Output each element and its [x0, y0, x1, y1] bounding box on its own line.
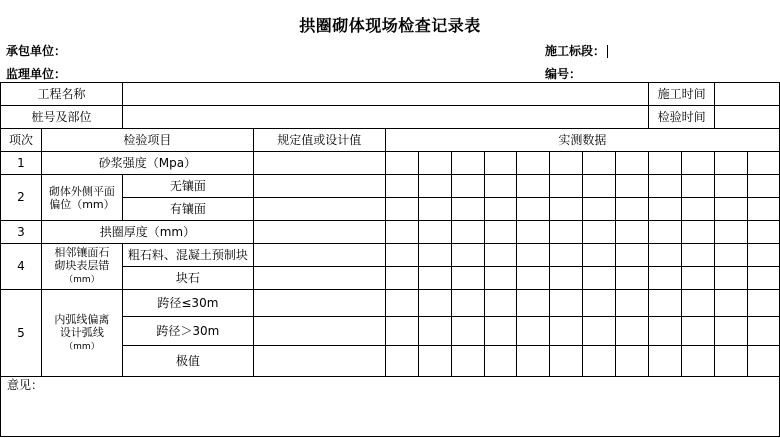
data-cell[interactable] [484, 290, 517, 317]
data-cell[interactable] [616, 346, 649, 377]
page-title: 拱圈砌体现场检查记录表 [299, 16, 481, 35]
sub-item: 极值 [122, 346, 253, 377]
data-cell[interactable] [682, 290, 715, 317]
data-cell[interactable] [715, 152, 748, 175]
table-row [1, 221, 780, 244]
data-cell[interactable] [682, 221, 715, 244]
row-no: 4 [1, 244, 42, 290]
data-cell[interactable] [517, 198, 550, 221]
data-cell[interactable] [418, 267, 451, 290]
data-cell[interactable] [418, 290, 451, 317]
data-cell[interactable] [385, 221, 418, 244]
spec-value-cell[interactable] [253, 317, 385, 346]
data-cell[interactable] [682, 152, 715, 175]
data-cell[interactable] [550, 267, 583, 290]
data-cell[interactable] [451, 317, 484, 346]
section-label: 施工标段： [545, 44, 606, 58]
data-cell[interactable] [484, 317, 517, 346]
item-line: （mm） [64, 341, 100, 352]
data-cell[interactable] [385, 290, 418, 317]
item-line: 设计弧线 [59, 325, 104, 339]
section-field[interactable] [545, 42, 608, 59]
item-line: 偏位（mm） [49, 197, 115, 211]
inspection-item-header: 检验项目 [41, 129, 253, 152]
data-cell[interactable] [451, 152, 484, 175]
data-cell[interactable] [616, 221, 649, 244]
data-cell[interactable] [715, 221, 748, 244]
data-cell[interactable] [649, 290, 682, 317]
inspection-time-cell[interactable] [715, 106, 780, 129]
row-no: 5 [1, 290, 42, 377]
data-cell[interactable] [649, 221, 682, 244]
data-cell[interactable] [583, 290, 616, 317]
spec-value-cell[interactable] [253, 267, 385, 290]
data-cell[interactable] [517, 221, 550, 244]
inspection-item: 拱圈厚度（mm） [41, 221, 253, 244]
data-cell[interactable] [484, 175, 517, 198]
data-cell[interactable] [715, 346, 748, 377]
item-line: 内弧线偏离 [54, 312, 110, 326]
data-cell[interactable] [517, 317, 550, 346]
spec-value-cell[interactable] [253, 244, 385, 267]
data-cell[interactable] [616, 290, 649, 317]
table-row [1, 152, 780, 175]
data-cell[interactable] [649, 175, 682, 198]
data-cell[interactable] [484, 221, 517, 244]
station-label: 桩号及部位 [1, 106, 123, 129]
data-cell[interactable] [550, 290, 583, 317]
data-cell[interactable] [385, 317, 418, 346]
data-cell[interactable] [649, 346, 682, 377]
number-label: 编号： [545, 67, 582, 81]
data-cell[interactable] [583, 198, 616, 221]
data-cell[interactable] [484, 267, 517, 290]
data-cell[interactable] [649, 317, 682, 346]
data-cell[interactable] [517, 346, 550, 377]
data-cell[interactable] [451, 346, 484, 377]
project-name-label: 工程名称 [1, 83, 123, 106]
table-row [1, 290, 780, 317]
spec-value-cell[interactable] [253, 152, 385, 175]
data-cell[interactable] [682, 267, 715, 290]
info-row-1 [1, 83, 780, 106]
spec-value-cell[interactable] [253, 346, 385, 377]
data-cell[interactable] [682, 346, 715, 377]
data-cell[interactable] [385, 175, 418, 198]
info-row-2 [1, 106, 780, 129]
spec-value-cell[interactable] [253, 198, 385, 221]
data-cell[interactable] [385, 198, 418, 221]
sub-item: 无镶面 [122, 175, 253, 198]
data-cell[interactable] [715, 267, 748, 290]
data-cell[interactable] [747, 290, 779, 317]
data-cell[interactable] [715, 317, 748, 346]
row-no: 3 [1, 221, 42, 244]
data-cell[interactable] [616, 317, 649, 346]
data-cell[interactable] [616, 267, 649, 290]
station-cell[interactable] [122, 106, 648, 129]
inspection-item [41, 175, 122, 221]
data-cell[interactable] [385, 346, 418, 377]
data-cell[interactable] [583, 267, 616, 290]
data-cell[interactable] [747, 175, 779, 198]
data-cell[interactable] [451, 290, 484, 317]
table-row [1, 244, 780, 267]
data-cell[interactable] [715, 244, 748, 267]
data-cell[interactable] [616, 244, 649, 267]
data-cell[interactable] [747, 221, 779, 244]
data-cell[interactable] [484, 346, 517, 377]
column-header-row [1, 129, 780, 152]
data-cell[interactable] [550, 221, 583, 244]
sub-item: 有镶面 [122, 198, 253, 221]
data-cell[interactable] [715, 175, 748, 198]
spec-value-cell[interactable] [253, 221, 385, 244]
spec-value-cell[interactable] [253, 175, 385, 198]
data-cell[interactable] [418, 346, 451, 377]
inspection-item [41, 244, 122, 290]
data-cell[interactable] [451, 221, 484, 244]
data-cell[interactable] [616, 175, 649, 198]
sub-item: 粗石料、混凝土预制块 [122, 244, 253, 267]
row-no: 2 [1, 175, 42, 221]
opinion-row [1, 377, 780, 437]
contractor-label: 承包单位： [6, 44, 67, 58]
data-cell[interactable] [583, 244, 616, 267]
supervisor-label: 监理单位： [6, 67, 67, 81]
measured-data-header: 实测数据 [385, 129, 779, 152]
data-cell[interactable] [550, 175, 583, 198]
data-cell[interactable] [649, 198, 682, 221]
item-line: （mm） [64, 275, 100, 285]
data-cell[interactable] [550, 198, 583, 221]
data-cell[interactable] [550, 152, 583, 175]
data-cell[interactable] [715, 198, 748, 221]
construction-time-label: 施工时间 [649, 83, 715, 106]
data-cell[interactable] [616, 152, 649, 175]
inspection-time-label: 检验时间 [649, 106, 715, 129]
data-cell[interactable] [418, 317, 451, 346]
data-cell[interactable] [385, 244, 418, 267]
item-line: 砌体外侧平面 [48, 184, 115, 198]
data-cell[interactable] [418, 152, 451, 175]
data-cell[interactable] [451, 267, 484, 290]
data-cell[interactable] [682, 198, 715, 221]
data-cell[interactable] [583, 152, 616, 175]
item-no-header: 项次 [1, 129, 42, 152]
sub-item: 跨径≤30m [122, 290, 253, 317]
sub-item: 跨径＞30m [122, 317, 253, 346]
data-cell[interactable] [649, 267, 682, 290]
data-cell[interactable] [385, 152, 418, 175]
construction-time-cell[interactable] [715, 83, 780, 106]
data-cell[interactable] [517, 244, 550, 267]
data-cell[interactable] [747, 267, 779, 290]
data-cell[interactable] [484, 244, 517, 267]
data-cell[interactable] [418, 175, 451, 198]
data-cell[interactable] [682, 317, 715, 346]
item-line: 相邻镶面石 [54, 246, 110, 259]
sub-item: 块石 [122, 267, 253, 290]
spec-value-cell[interactable] [253, 290, 385, 317]
data-cell[interactable] [583, 221, 616, 244]
opinion-cell[interactable] [1, 377, 780, 437]
data-cell[interactable] [550, 244, 583, 267]
opinion-label: 意见： [7, 378, 44, 392]
data-cell[interactable] [747, 152, 779, 175]
inspection-item [41, 290, 122, 377]
data-cell[interactable] [517, 175, 550, 198]
data-cell[interactable] [517, 267, 550, 290]
inspection-table [0, 82, 780, 437]
data-cell[interactable] [747, 244, 779, 267]
data-cell[interactable] [583, 175, 616, 198]
data-cell[interactable] [418, 244, 451, 267]
data-cell[interactable] [747, 317, 779, 346]
data-cell[interactable] [418, 221, 451, 244]
data-cell[interactable] [682, 244, 715, 267]
table-row [1, 175, 780, 198]
data-cell[interactable] [649, 244, 682, 267]
data-cell[interactable] [715, 290, 748, 317]
row-no: 1 [1, 152, 42, 175]
data-cell[interactable] [385, 267, 418, 290]
data-cell[interactable] [583, 346, 616, 377]
data-cell[interactable] [517, 290, 550, 317]
data-cell[interactable] [451, 198, 484, 221]
text-cursor [607, 45, 608, 58]
data-cell[interactable] [550, 346, 583, 377]
data-cell[interactable] [550, 317, 583, 346]
data-cell[interactable] [451, 175, 484, 198]
data-cell[interactable] [583, 317, 616, 346]
project-name-cell[interactable] [122, 83, 648, 106]
data-cell[interactable] [616, 198, 649, 221]
spec-value-header: 规定值或设计值 [253, 129, 385, 152]
data-cell[interactable] [451, 244, 484, 267]
inspection-item: 砂浆强度（Mpa） [41, 152, 253, 175]
data-cell[interactable] [747, 198, 779, 221]
data-cell[interactable] [517, 152, 550, 175]
data-cell[interactable] [682, 175, 715, 198]
data-cell[interactable] [649, 152, 682, 175]
item-line: 砌块表层错 [54, 259, 110, 272]
data-cell[interactable] [484, 198, 517, 221]
data-cell[interactable] [418, 198, 451, 221]
data-cell[interactable] [484, 152, 517, 175]
data-cell[interactable] [747, 346, 779, 377]
